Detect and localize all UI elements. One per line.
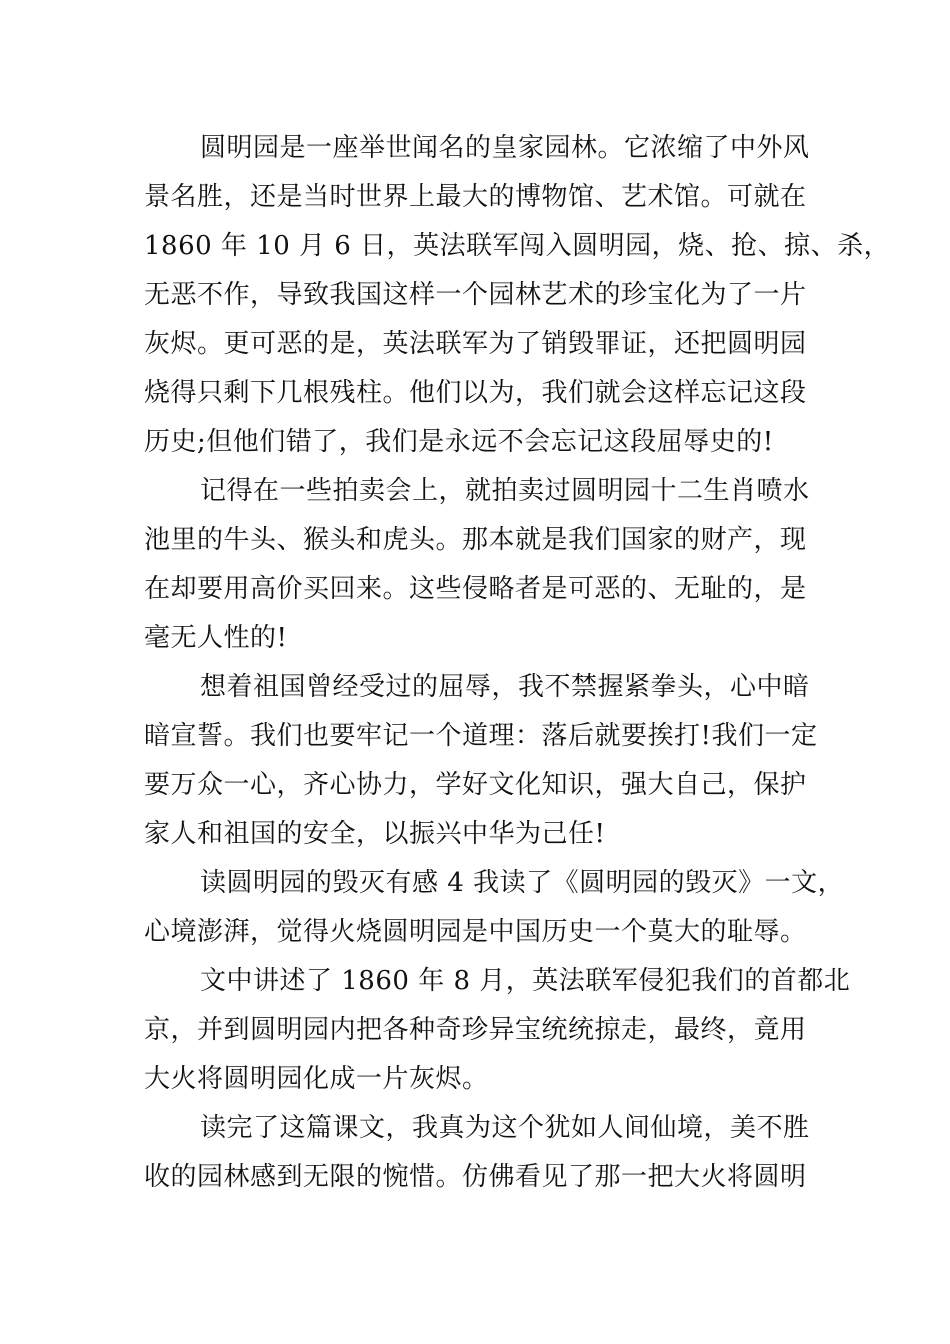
paragraph-5-line-3: 大火将圆明园化成一片灰烬。 [144,1064,489,1094]
paragraph-2-line-4: 毫无人性的! [144,623,288,653]
paragraph-5-line-1: 文中讲述了 1860 年 8 月，英法联军侵犯我们的首都北 [200,966,851,996]
paragraph-5-line-2: 京，并到圆明园内把各种奇珍异宝统统掠走，最终，竟用 [144,1015,807,1045]
paragraph-4-line-2: 心境澎湃，觉得火烧圆明园是中国历史一个莫大的耻辱。 [144,917,807,947]
paragraph-1-line-6: 烧得只剩下几根残柱。他们以为，我们就会这样忘记这段 [144,378,807,408]
paragraph-3-line-4: 家人和祖国的安全，以振兴中华为己任! [144,819,606,849]
paragraph-3-line-3: 要万众一心，齐心协力，学好文化知识，强大自己，保护 [144,770,807,800]
paragraph-3-line-1: 想着祖国曾经受过的屈辱，我不禁握紧拳头，心中暗 [200,672,810,702]
paragraph-6-line-1: 读完了这篇课文，我真为这个犹如人间仙境，美不胜 [200,1113,810,1143]
paragraph-1-line-2: 景名胜，还是当时世界上最大的博物馆、艺术馆。可就在 [144,182,807,212]
paragraph-2-line-3: 在却要用高价买回来。这些侵略者是可恶的、无耻的，是 [144,574,807,604]
paragraph-1-line-3: 1860 年 10 月 6 日，英法联军闯入圆明园，烧、抢、掠、杀， [144,231,891,261]
paragraph-3-line-2: 暗宣誓。我们也要牢记一个道理：落后就要挨打!我们一定 [144,721,818,751]
paragraph-6-line-2: 收的园林感到无限的惋惜。仿佛看见了那一把大火将圆明 [144,1162,807,1192]
paragraph-4-line-1: 读圆明园的毁灭有感 4 我读了《圆明园的毁灭》一文， [200,868,845,898]
paragraph-2-line-2: 池里的牛头、猴头和虎头。那本就是我们国家的财产，现 [144,525,807,555]
paragraph-2-line-1: 记得在一些拍卖会上，就拍卖过圆明园十二生肖喷水 [200,476,810,506]
paragraph-1-line-4: 无恶不作，导致我国这样一个园林艺术的珍宝化为了一片 [144,280,807,310]
document-body [144,124,891,1202]
paragraph-1-line-5: 灰烬。更可恶的是，英法联军为了销毁罪证，还把圆明园 [144,329,807,359]
paragraph-1-line-7: 历史;但他们错了，我们是永远不会忘记这段屈辱史的! [144,427,774,457]
paragraph-1-line-1: 圆明园是一座举世闻名的皇家园林。它浓缩了中外风 [200,133,810,163]
